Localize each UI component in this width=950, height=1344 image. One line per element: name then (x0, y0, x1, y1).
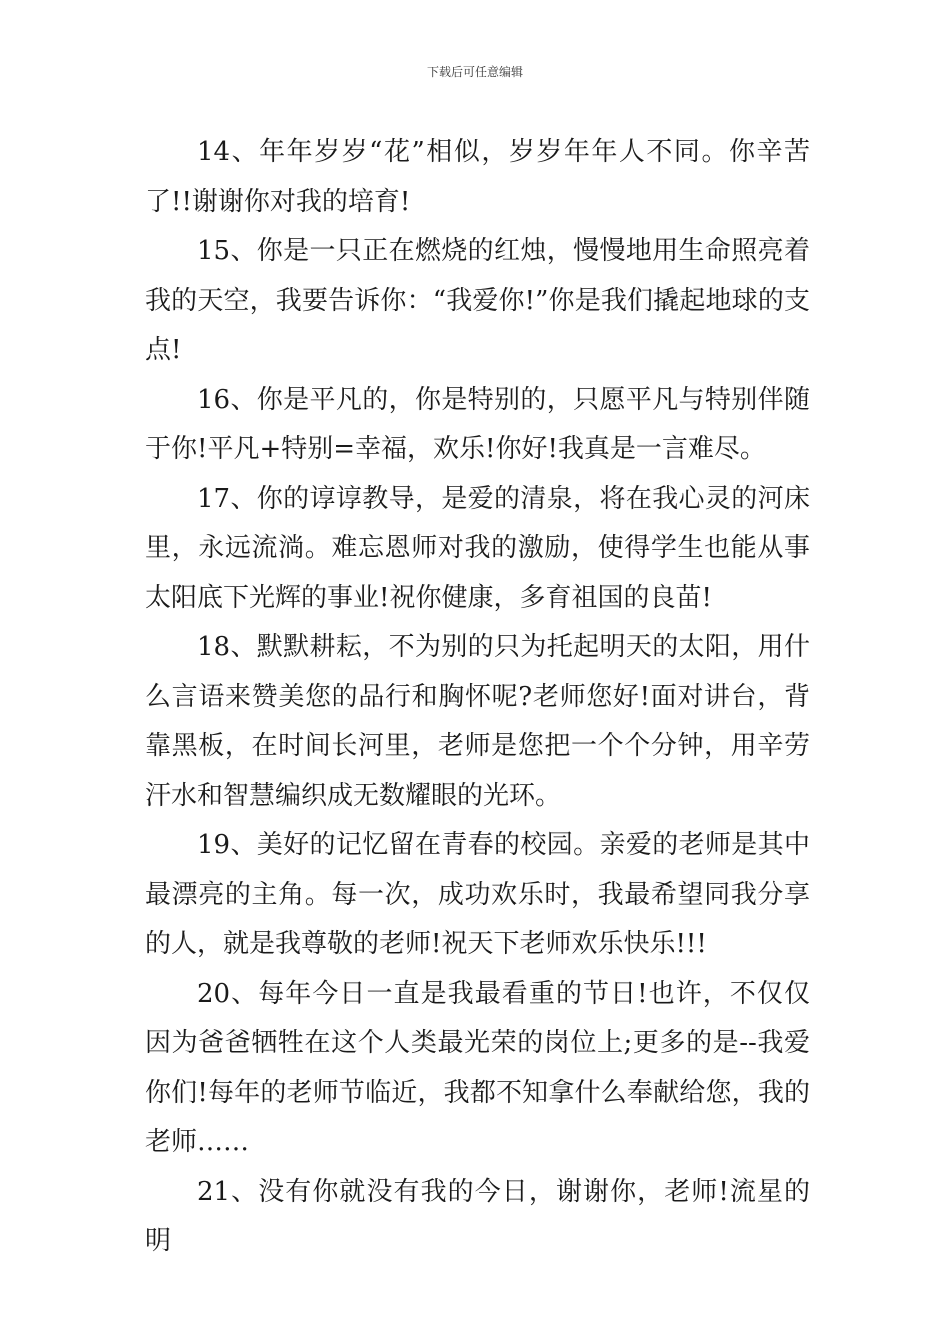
paragraph-18: 18、默默耕耘，不为别的只为托起明天的太阳，用什么言语来赞美您的品行和胸怀呢?老师您好!面对讲台，背靠黑板，在时间长河里，老师是您把一个个分钟，用辛劳汗水和智慧编织成无数耀眼的光环。 (145, 632, 810, 811)
paragraph-19: 19、美好的记忆留在青春的校园。亲爱的老师是其中最漂亮的主角。每一次，成功欢乐时，我最希望同我分享的人，就是我尊敬的老师!祝天下老师欢乐快乐!!! (145, 830, 810, 959)
document-body (145, 128, 810, 1267)
paragraph-16: 16、你是平凡的，你是特别的，只愿平凡与特别伴随于你!平凡+特别=幸福，欢乐!你好!我真是一言难尽。 (145, 384, 810, 464)
page-header: 下载后可任意编辑 (426, 65, 523, 79)
paragraph-14: 14、年年岁岁“花”相似，岁岁年年人不同。你辛苦了!!谢谢你对我的培育! (145, 137, 810, 217)
paragraph-20: 20、每年今日一直是我最看重的节日!也许，不仅仅因为爸爸牺牲在这个人类最光荣的岗位上;更多的是--我爱你们!每年的老师节临近，我都不知拿什么奉献给您，我的老师…… (145, 978, 810, 1157)
paragraph-17: 17、你的谆谆教导，是爱的清泉，将在我心灵的河床里，永远流淌。难忘恩师对我的激励，使得学生也能从事太阳底下光辉的事业!祝你健康，多育祖国的良苗! (145, 483, 810, 613)
paragraph-21: 21、没有你就没有我的今日，谢谢你，老师!流星的明 (145, 1176, 810, 1256)
paragraph-15: 15、你是一只正在燃烧的红烛，慢慢地用生命照亮着我的天空，我要告诉你：“我爱你!”你是我们撬起地球的支点! (145, 236, 810, 365)
